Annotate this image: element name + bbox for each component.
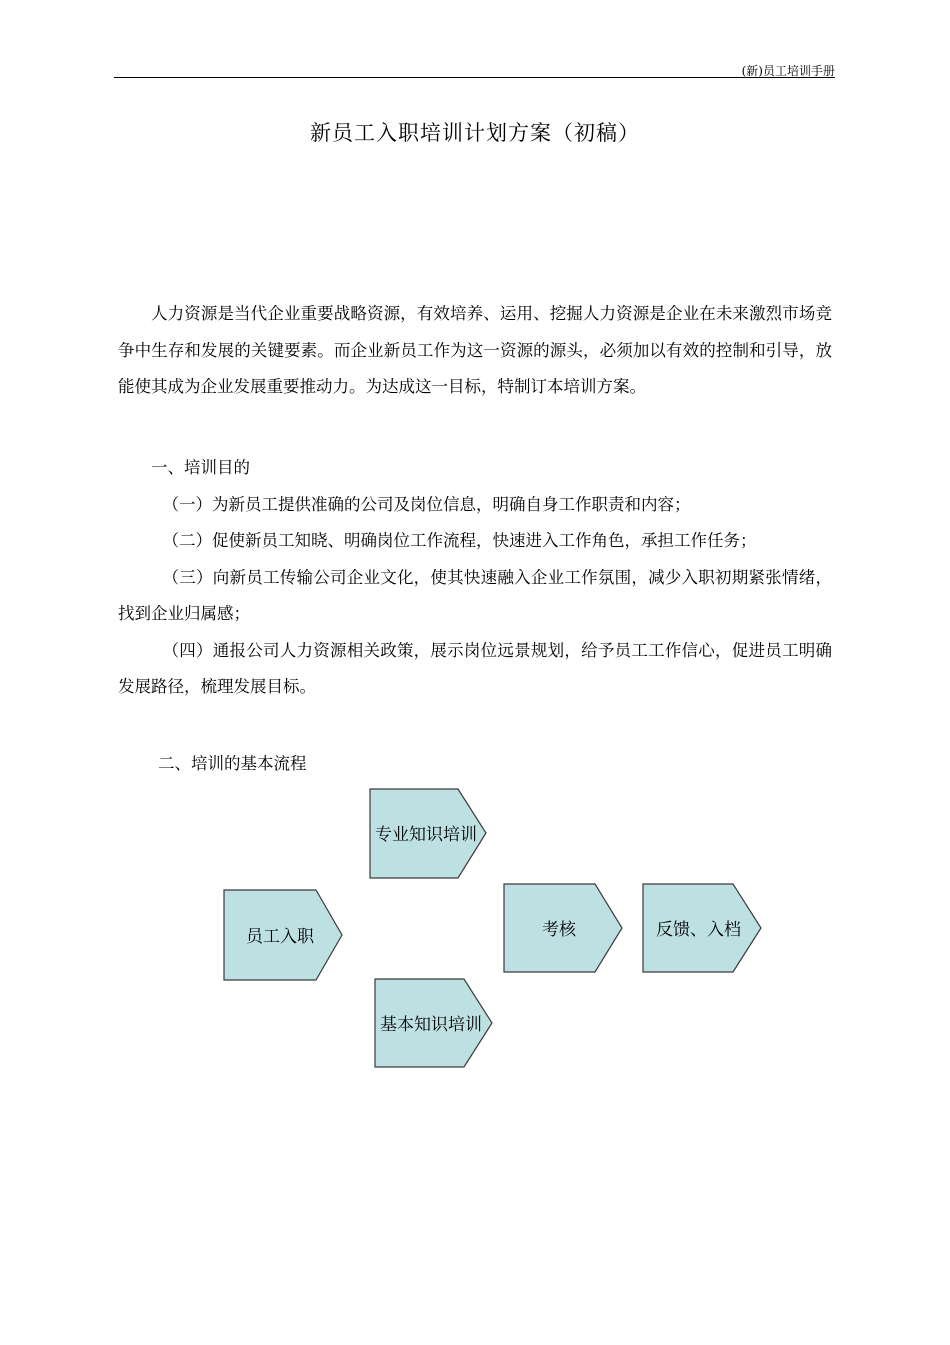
section2-heading: 二、培训的基本流程 xyxy=(158,754,307,773)
purpose-item-1: （一）为新员工提供准确的公司及岗位信息，明确自身工作职责和内容； xyxy=(162,494,691,514)
flow-label-assessment: 考核 xyxy=(542,920,576,940)
purpose-item-4: （四）通报公司人力资源相关政策，展示岗位远景规划，给予员工工作信心，促进员工明确发展路径，梳理发展目标。 xyxy=(118,640,832,696)
purpose-item-3: （三）向新员工传输公司企业文化，使其快速融入企业工作氛围，减少入职初期紧张情绪，找到企业归属感； xyxy=(118,567,832,623)
header-title: (新)员工培训手册 xyxy=(741,64,835,78)
document-title: 新员工入职培训计划方案（初稿） xyxy=(310,121,640,145)
section1-heading: 一、培训目的 xyxy=(151,458,250,477)
intro-text: 人力资源是当代企业重要战略资源，有效培养、运用、挖掘人力资源是企业在未来激烈市场竞争中生存和发展的关键要素。而企业新员工作为这一资源的源头，必须加以有效的控制和引导，放能使其成为企业发展重要推动力。为达成这一目标，特制订本培训方案。 xyxy=(118,304,832,396)
flow-label-basic: 基本知识培训 xyxy=(380,1015,482,1035)
flow-label-onboard: 员工入职 xyxy=(246,927,314,947)
flow-label-feedback: 反馈、入档 xyxy=(656,920,741,940)
flow-label-professional: 专业知识培训 xyxy=(375,825,477,845)
purpose-item-2: （二）促使新员工知晓、明确岗位工作流程，快速进入工作角色，承担工作任务； xyxy=(162,531,757,550)
